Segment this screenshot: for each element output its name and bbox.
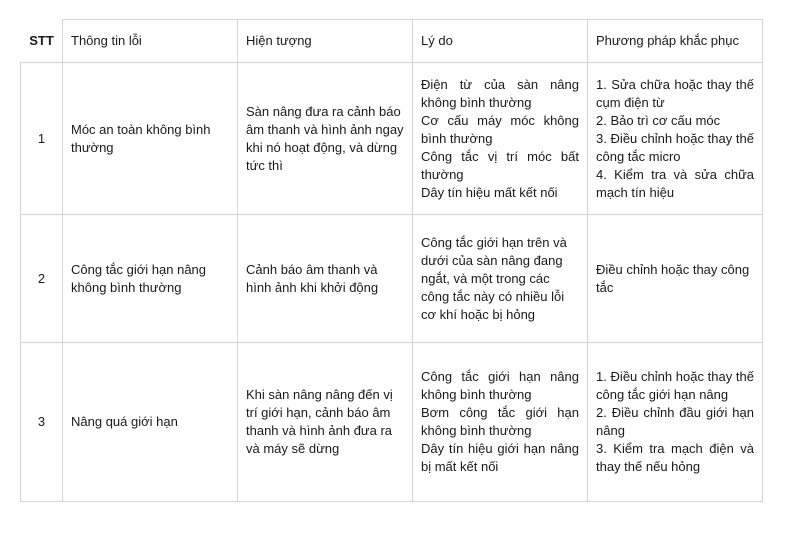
header-remedy: Phương pháp khắc phục [588,20,763,63]
reason-line: Điện từ của sàn nâng không bình thường [421,76,579,110]
phenomenon-cell: Sàn nâng đưa ra cảnh báo âm thanh và hình ảnh ngay khi nó hoạt động, và dừng tức thì [238,63,413,215]
remedy-line: 3. Kiểm tra mạch điện và thay thế nếu hỏng [596,441,754,474]
remedy-line: 2. Điều chỉnh đầu giới hạn nâng [596,405,754,438]
reason-line: Công tắc giới hạn trên và dưới của sàn nâng đang ngắt, và một trong các công tắc này có nhiều lỗi cơ khí hoặc bị hỏng [421,234,567,322]
table-row [21,63,763,215]
remedy-line: Điều chỉnh hoặc thay công tắc [596,261,750,295]
header-fault: Thông tin lỗi [63,20,238,63]
remedy-cell [588,215,763,343]
remedy-line: 1. Sửa chữa hoặc thay thế cụm điện từ [596,76,754,110]
reason-cell [413,343,588,502]
phenomenon-cell: Cảnh báo âm thanh và hình ảnh khi khởi động [238,215,413,343]
remedy-cell [588,343,763,502]
header-stt: STT [21,20,63,63]
header-phenomenon: Hiện tượng [238,20,413,63]
row-number: 1 [21,63,63,215]
remedy-line: 4. Kiểm tra và sửa chữa mạch tín hiệu [596,166,754,200]
header-reason: Lý do [413,20,588,63]
row-number: 2 [21,215,63,343]
phenomenon-cell: Khi sàn nâng nâng đến vị trí giới hạn, cảnh báo âm thanh và hình ảnh đưa ra và máy sẽ dừng [238,343,413,502]
fault-table [20,19,763,502]
fault-cell: Móc an toàn không bình thường [63,63,238,215]
remedy-line: 1. Điều chỉnh hoặc thay thế công tắc giới hạn nâng [596,369,754,402]
remedy-line: 2. Bảo trì cơ cấu móc [596,112,721,128]
reason-cell [413,63,588,215]
reason-cell [413,215,588,343]
reason-line: Công tắc vị trí móc bất thường [421,148,579,182]
reason-line: Công tắc giới hạn nâng không bình thường [421,369,579,402]
header-row [21,20,763,63]
remedy-cell [588,63,763,215]
table-row [21,343,763,502]
reason-line: Bơm công tắc giới hạn không bình thường [421,405,579,438]
reason-line: Dây tín hiệu mất kết nối [421,184,558,200]
table-row [21,215,763,343]
reason-line: Dây tín hiệu giới hạn nâng bị mất kết nối [421,441,579,474]
fault-cell: Nâng quá giới hạn [63,343,238,502]
row-number: 3 [21,343,63,502]
reason-line: Cơ cấu máy móc không bình thường [421,112,579,146]
remedy-line: 3. Điều chỉnh hoặc thay thế công tắc micro [596,130,754,164]
fault-cell: Công tắc giới hạn nâng không bình thường [63,215,238,343]
